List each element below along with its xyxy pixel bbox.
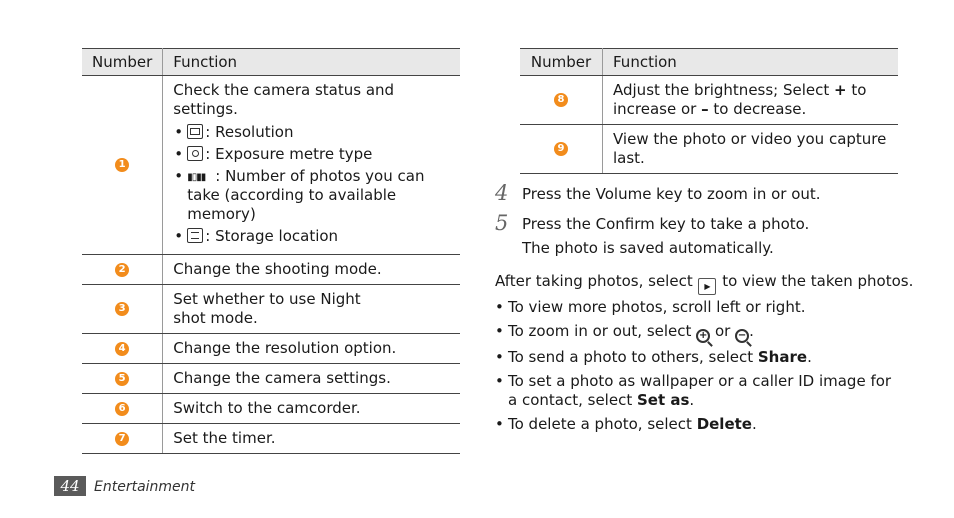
row-text: Set the timer.	[163, 424, 460, 454]
left-table-header	[82, 49, 460, 76]
table-row	[82, 255, 460, 285]
storage-location-icon	[187, 228, 203, 243]
number-badge: 9	[554, 142, 568, 156]
table-row	[82, 424, 460, 454]
header-function: Function	[603, 49, 899, 76]
header-number: Number	[520, 49, 603, 76]
table-row	[82, 364, 460, 394]
section-name: Entertainment	[94, 479, 196, 495]
number-badge: 5	[115, 372, 129, 386]
row-text: Set whether to use Night shot mode.	[163, 285, 460, 334]
step-text: Press the Confirm key to take a photo.	[522, 215, 810, 233]
exposure-meter-icon	[187, 146, 203, 161]
status-icon-list	[173, 123, 450, 246]
row-text: Check the camera status and settings.	[173, 81, 395, 118]
row-text: Change the camera settings.	[163, 364, 460, 394]
row-text: Adjust the brightness; Select + to increase or – to decrease.	[603, 76, 899, 125]
list-item: • To send a photo to others, select Share.	[495, 348, 895, 367]
table-row	[82, 76, 460, 255]
step-number: 5	[495, 211, 509, 235]
zoom-out-icon: −	[735, 329, 749, 343]
tips-list	[495, 298, 895, 439]
number-badge: 1	[115, 158, 129, 172]
table-row	[520, 76, 898, 125]
number-badge: 6	[115, 402, 129, 416]
list-item: ▮▯▮▮• : Number of photos you can take (according to available memory)	[173, 167, 450, 224]
list-item: • To zoom in or out, select + or − .	[495, 322, 895, 343]
resolution-icon	[187, 124, 203, 139]
table-row	[82, 394, 460, 424]
number-badge: 7	[115, 432, 129, 446]
page-footer	[54, 476, 195, 496]
number-badge: 2	[115, 263, 129, 277]
row-text: Change the resolution option.	[163, 334, 460, 364]
left-function-table	[82, 48, 460, 454]
step-note: The photo is saved automatically.	[522, 239, 774, 257]
list-item: • To delete a photo, select Delete.	[495, 415, 895, 434]
list-item: • To set a photo as wallpaper or a caller ID image for a contact, select Set as.	[495, 372, 895, 410]
number-badge: 3	[115, 302, 129, 316]
list-item: • : Storage location	[173, 227, 450, 246]
row-text: Change the shooting mode.	[163, 255, 460, 285]
page-number: 44	[54, 476, 86, 496]
step-text: Press the Volume key to zoom in or out.	[522, 185, 821, 203]
number-badge: 8	[554, 93, 568, 107]
right-table-header	[520, 49, 898, 76]
table-row	[82, 334, 460, 364]
step-number: 4	[495, 181, 509, 205]
table-row	[520, 125, 898, 174]
list-item: • : Resolution	[173, 123, 450, 142]
header-number: Number	[82, 49, 163, 76]
right-function-table	[520, 48, 898, 174]
zoom-in-icon: +	[696, 329, 710, 343]
after-taking-text: After taking photos, select ▶ to view the taken photos.	[495, 272, 913, 295]
table-row	[82, 285, 460, 334]
photo-count-icon	[187, 168, 213, 183]
row-text: View the photo or video you capture last.	[603, 125, 899, 174]
list-item: • : Exposure metre type	[173, 145, 450, 164]
list-item: • To view more photos, scroll left or right.	[495, 298, 895, 317]
number-badge: 4	[115, 342, 129, 356]
row-text: Switch to the camcorder.	[163, 394, 460, 424]
play-icon: ▶	[698, 278, 716, 295]
header-function: Function	[163, 49, 460, 76]
